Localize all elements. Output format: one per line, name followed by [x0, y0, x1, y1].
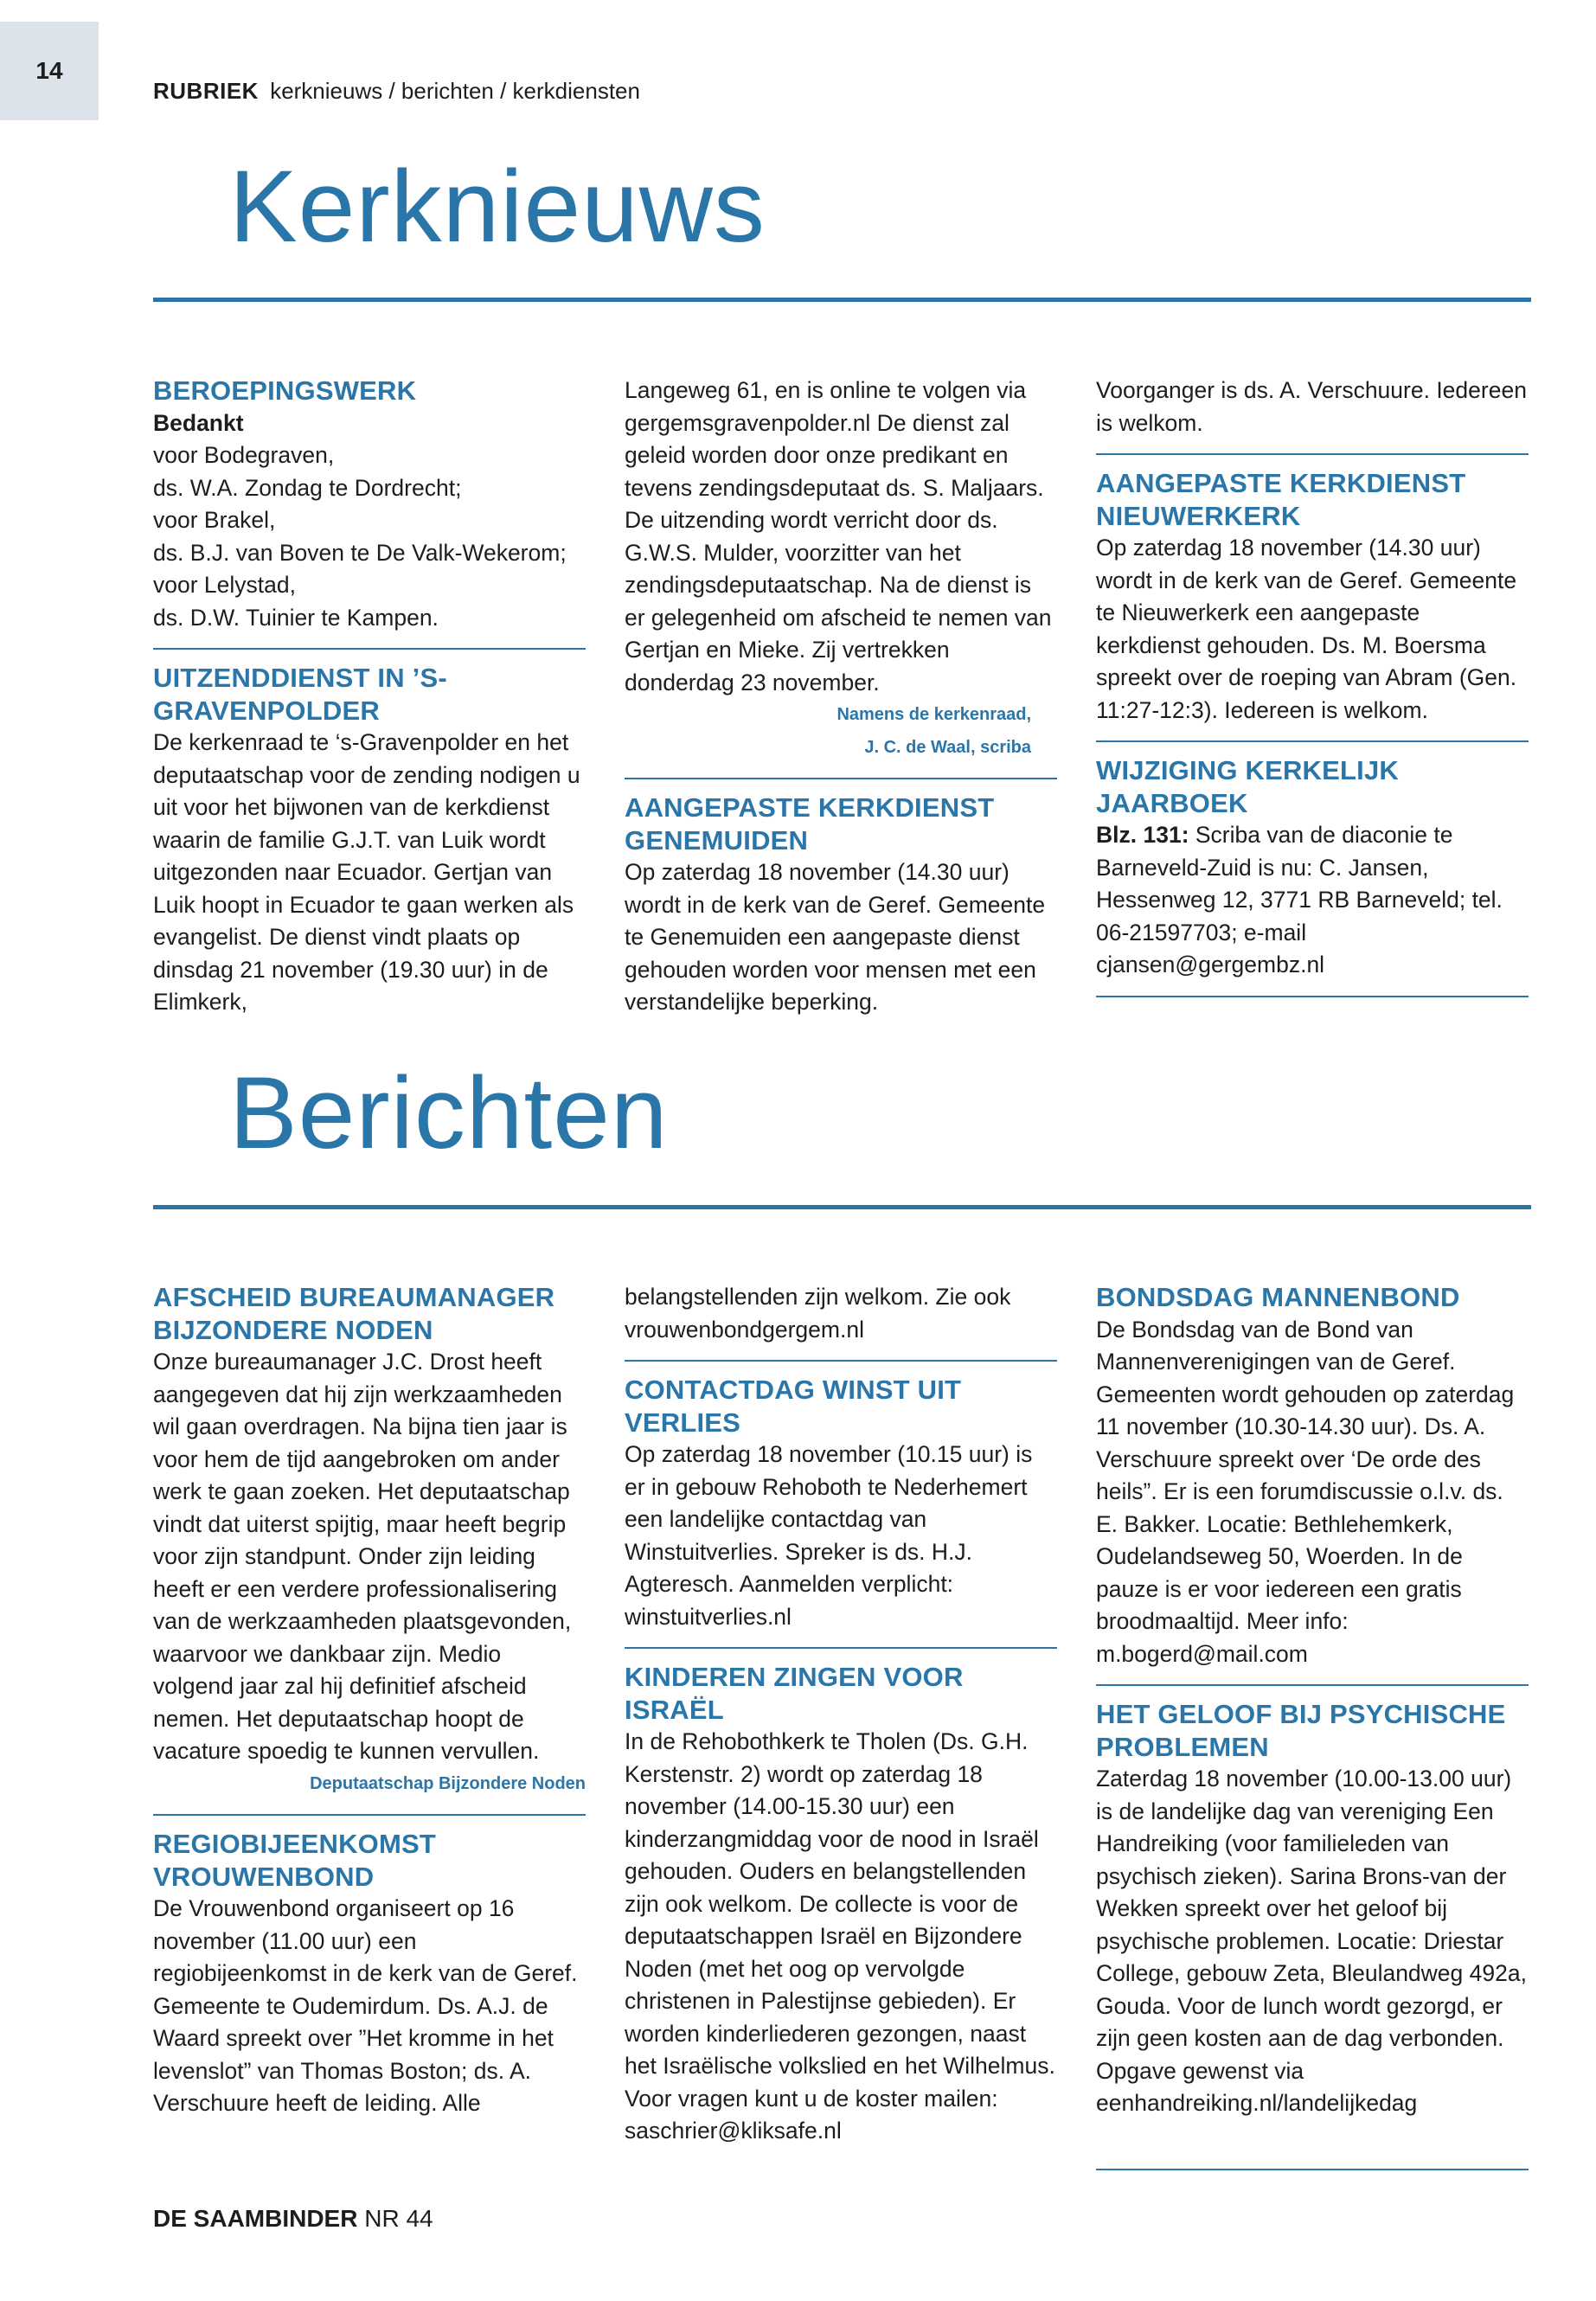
- section-title-berichten: Berichten: [229, 1056, 669, 1170]
- genemuiden-body: Op zaterdag 18 november (14.30 uur) wordt in de kerk van de Geref. Gemeente te Genemuiden een aangepaste dienst gehouden worden voor mensen met een verstandelijke beperking.: [625, 859, 1046, 1015]
- heading-bureaumanager: AFSCHEID BUREAUMANAGER BIJZONDERE NODEN: [153, 1282, 555, 1345]
- beroeping-line: voor Lelystad,: [153, 572, 296, 598]
- heading-beroepingswerk: BEROEPINGSWERK: [153, 375, 417, 406]
- footer-magazine: DE SAAMBINDER: [153, 2205, 358, 2232]
- heading-nieuwerkerk: AANGEPASTE KERKDIENST NIEUWERKERK: [1096, 468, 1466, 531]
- signature-line: J. C. de Waal, scriba: [864, 737, 1031, 757]
- section-rule: [153, 1205, 1531, 1209]
- berichten-column-2: [625, 1281, 1057, 2148]
- jaarboek-text: Scriba van de diaconie te Barneveld-Zuid is nu: C. Jansen, Hessenweg 12, 3771 RB Barneveld; tel. 06-21597703; e-mail cjansen@gergembz.nl: [1096, 822, 1503, 977]
- heading-uitzenddienst: UITZENDDIENST IN ’S-GRAVENPOLDER: [153, 663, 447, 726]
- beroeping-line: voor Brakel,: [153, 507, 276, 533]
- beroeping-line: ds. D.W. Tuinier te Kampen.: [153, 604, 439, 631]
- signature-line: Deputaatschap Bijzondere Noden: [310, 1773, 586, 1793]
- divider: [625, 1647, 1057, 1649]
- rubriek-label: RUBRIEK: [153, 78, 259, 104]
- regiobijeenkomst-body-cont: belangstellenden zijn welkom. Zie ook vrouwenbondgergem.nl: [625, 1284, 1011, 1343]
- footer: [153, 2205, 433, 2233]
- heading-bondsdag: BONDSDAG MANNENBOND: [1096, 1282, 1460, 1312]
- divider: [1096, 740, 1529, 742]
- rubriek-header: [153, 78, 640, 105]
- divider: [1096, 996, 1529, 997]
- divider: [625, 1360, 1057, 1362]
- divider: [153, 648, 586, 650]
- kinderen-body: In de Rehobothkerk te Tholen (Ds. G.H. Kerstenstr. 2) wordt op zaterdag 18 november (14.00-15.30 uur) een kinderzangmiddag voor de nood in Israël gehouden. Ouders en belangstellenden zijn ook welkom. De collecte is voor de deputaatschappen Israël en Bijzondere Noden (met het oog op vervolgde christenen in Palestijnse gebieden). Er worden kinderliederen gezongen, naast het Israëlische volkslied en het Wilhelmus. Voor vragen kunt u de koster mailen: saschrier@kliksafe.nl: [625, 1728, 1055, 2144]
- bondsdag-body: De Bondsdag van de Bond van Mannenverenigingen van de Geref. Gemeenten wordt gehouden op zaterdag 11 november (10.30-14.30 uur). Ds. A. Verschuure spreekt over ‘De orde des heils”. Er is een forumdiscussie o.l.v. ds. E. Bakker. Locatie: Bethlehemkerk, Oudelandseweg 50, Woerden. In de pauze is er voor iedereen een gratis broodmaaltijd. Meer info: m.bogerd@mail.com: [1096, 1316, 1515, 1667]
- divider: [153, 1814, 586, 1816]
- footer-issue: NR 44: [364, 2205, 433, 2232]
- uitzenddienst-body-cont: Langeweg 61, en is online te volgen via gergemsgravenpolder.nl De dienst zal geleid worden door onze predikant en tevens zendingsdeputaat ds. S. Maljaars. De uitzending wordt verricht door ds. G.W.S. Mulder, voorzitter van het zendingsdeputaatschap. Na de dienst is er gelegenheid om afscheid te nemen van Gertjan en Mieke. Zij vertrekken donderdag 23 november.: [625, 377, 1052, 695]
- jaarboek-body: [1096, 819, 1529, 982]
- page-number: 14: [0, 22, 99, 120]
- heading-regiobijeenkomst: REGIOBIJEENKOMST VROUWENBOND: [153, 1829, 437, 1892]
- genemuiden-body-cont: Voorganger is ds. A. Verschuure. Iedereen is welkom.: [1096, 377, 1527, 436]
- berichten-column-3: [1096, 1281, 1529, 2182]
- heading-genemuiden: AANGEPASTE KERKDIENST GENEMUIDEN: [625, 792, 995, 856]
- divider: [1096, 2169, 1529, 2170]
- bureaumanager-body: Onze bureaumanager J.C. Drost heeft aangegeven dat hij zijn werkzaamheden wil gaan overdragen. Na bijna tien jaar is voor hem de tijd aangebroken om ander werk te gaan zoeken. Het deputaatschap vindt dat uiterst spijtig, maar heeft begrip voor zijn standpunt. Onder zijn leiding heeft er een verdere professionalisering van de werkzaamheden plaatsgevonden, waarvoor we dankbaar zijn. Medio volgend jaar zal hij definitief afscheid nemen. Het deputaatschap hoopt de vacature spoedig te kunnen vervullen.: [153, 1349, 572, 1764]
- kerknieuws-column-2: [625, 375, 1057, 1019]
- subheading-bedankt: Bedankt: [153, 409, 244, 436]
- kerknieuws-column-1: [153, 375, 586, 1019]
- section-title-kerknieuws: Kerknieuws: [229, 150, 766, 264]
- heading-kinderen: KINDEREN ZINGEN VOOR ISRAËL: [625, 1662, 964, 1725]
- rubriek-path: kerknieuws / berichten / kerkdiensten: [270, 78, 640, 104]
- geloof-body: Zaterdag 18 november (10.00-13.00 uur) is de landelijke dag van vereniging Een Handreiking (voor familieleden van psychisch zieken). Sarina Brons-van der Wekken spreekt over het geloof bij psychische problemen. Locatie: Driestar College, gebouw Zeta, Bleulandweg 492a, Gouda. Voor de lunch wordt gezorgd, er zijn geen kosten aan de dag verbonden. Opgave gewenst via eenhandreiking.nl/landelijkedag: [1096, 1766, 1527, 2116]
- jaarboek-label: Blz. 131:: [1096, 822, 1189, 848]
- divider: [1096, 453, 1529, 455]
- regiobijeenkomst-body: De Vrouwenbond organiseert op 16 november (11.00 uur) een regiobijeenkomst in de kerk van de Geref. Gemeente te Oudemirdum. Ds. A.J. de Waard spreekt over ”Het kromme in het levenslot” van Thomas Boston; ds. A. Verschuure heeft de leiding. Alle: [153, 1895, 578, 2116]
- beroeping-line: voor Bodegraven,: [153, 442, 335, 468]
- heading-jaarboek: WIJZIGING KERKELIJK JAARBOEK: [1096, 755, 1399, 818]
- heading-geloof: HET GELOOF BIJ PSYCHISCHE PROBLEMEN: [1096, 1699, 1506, 1762]
- heading-contactdag: CONTACTDAG WINST UIT VERLIES: [625, 1375, 962, 1438]
- uitzenddienst-body: De kerkenraad te ‘s-Gravenpolder en het deputaatschap voor de zending nodigen u uit voor het bijwonen van de kerkdienst waarin de familie G.J.T. van Luik wordt uitgezonden naar Ecuador. Gertjan van Luik hoopt in Ecuador te gaan werken als evangelist. De dienst vindt plaats op dinsdag 21 november (19.30 uur) in de Elimkerk,: [153, 729, 580, 1015]
- contactdag-body: Op zaterdag 18 november (10.15 uur) is er in gebouw Rehoboth te Nederhemert een landelijke contactdag van Winstuitverlies. Spreker is ds. H.J. Agteresch. Aanmelden verplicht: winstuitverlies.nl: [625, 1441, 1033, 1630]
- divider: [1096, 1684, 1529, 1686]
- divider: [625, 778, 1057, 779]
- signature-line: Namens de kerkenraad,: [836, 705, 1031, 724]
- beroeping-line: ds. B.J. van Boven te De Valk-Wekerom;: [153, 539, 567, 566]
- section-rule: [153, 298, 1531, 302]
- kerknieuws-column-3: [1096, 375, 1529, 1009]
- berichten-column-1: [153, 1281, 586, 2120]
- nieuwerkerk-body: Op zaterdag 18 november (14.30 uur) wordt in de kerk van de Geref. Gemeente te Nieuwerkerk een aangepaste kerkdienst gehouden. Ds. M. Boersma spreekt over de roeping van Abram (Gen. 11:27-12:3). Iedereen is welkom.: [1096, 535, 1517, 723]
- beroeping-line: ds. W.A. Zondag te Dordrecht;: [153, 474, 462, 501]
